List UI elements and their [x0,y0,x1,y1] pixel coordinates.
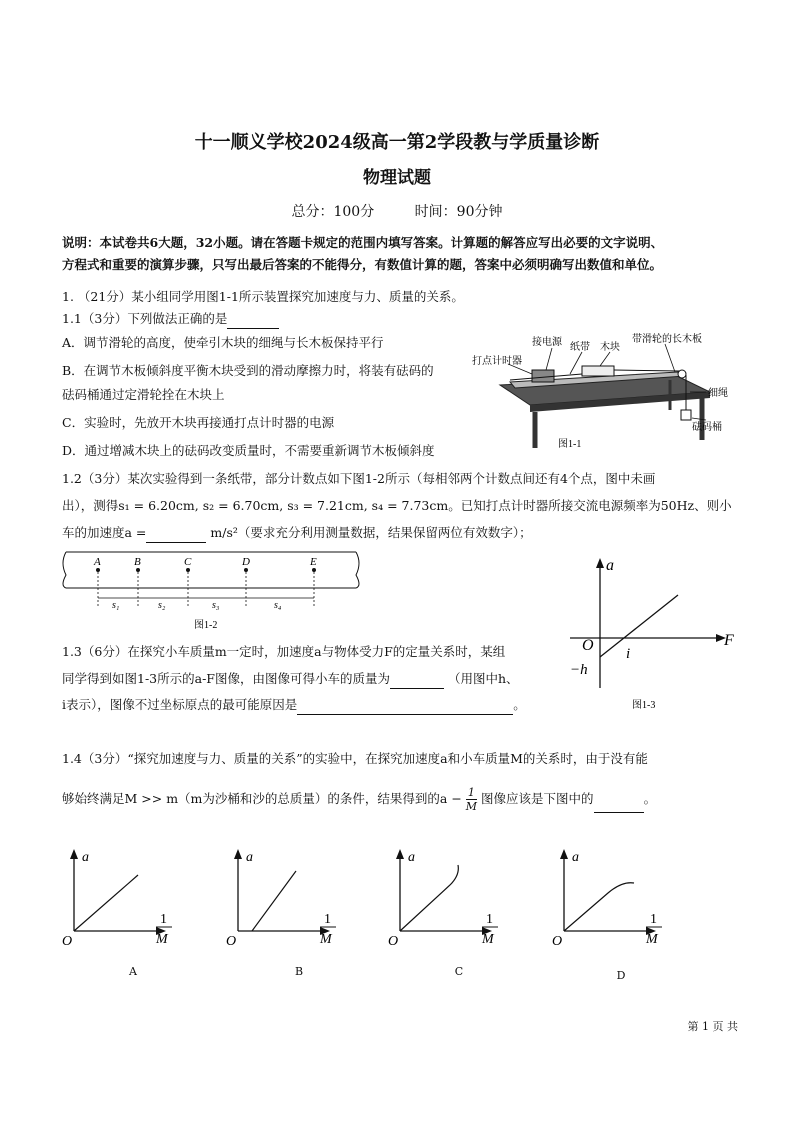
choice-graph-c[interactable] [386,845,516,955]
q1-1-stem [62,309,279,329]
q1-3-mass-blank[interactable] [390,674,444,689]
svg-text:1: 1 [160,912,167,927]
string-horizontal [614,370,680,371]
segment-s2: s₂ [158,600,166,611]
q1-1-text: 1.1（3分）下列做法正确的是 [62,311,228,326]
q1-3-line-3 [62,695,526,715]
q1-4-line-2 [62,786,656,813]
choice-graph-a[interactable] [60,845,190,955]
wood-block [582,366,614,376]
svg-text:1: 1 [650,912,657,927]
svg-text:1: 1 [324,912,331,927]
label-power: 接电源 [532,337,562,348]
svg-text:a: a [572,850,579,865]
segment-s1: s₁ [112,600,120,611]
tape-label-d: D [242,556,250,568]
svg-text:O: O [388,934,399,949]
choice-graph-d[interactable] [550,845,680,955]
choice-label-d: D [616,969,626,982]
svg-text:M: M [320,932,332,947]
svg-text:M: M [156,932,168,947]
weight-bucket [681,410,691,420]
segment-s4: s₄ [274,600,282,611]
q1-1-answer-blank[interactable] [227,314,279,329]
q1-4-fraction: $\frac{1}{M}$ [465,786,478,813]
q1-4-line-2c: 。 [643,791,657,806]
q1-1-option-a: A．调节滑轮的高度，使牵引木块的细绳与长木板保持平行 [62,335,384,350]
q1-4-answer-blank[interactable] [594,798,644,813]
choice-c-curve [400,865,458,931]
choice-b-line [252,871,296,931]
figure-1-3-caption: 图1-3 [632,700,656,711]
q1-4-line-1: 1.4（3分）“探究加速度与力、质量的关系”的实验中，在探究加速度a和小车质量M的关系时，由于没有能 [62,751,648,766]
exam-meta [0,201,794,221]
q1-3-line-1: 1.3（6分）在探究小车质量m一定时，加速度a与物体受力F的定量关系时，某组 [62,644,506,659]
choice-d-curve [564,883,634,931]
label-tape: 纸带 [570,342,590,353]
q1-4-line-2a: 够始终满足M >> m（m为沙桶和沙的总质量）的条件，结果得到的a − [62,791,462,806]
choice-a-line [74,875,138,931]
label-rope: 细绳 [708,388,728,399]
q1-stem: 1. （21分）某小组同学用图1-1所示装置探究加速度与力、质量的关系。 [62,289,464,304]
exam-title: 十一顺义学校2024级高一第2学段教与学质量诊断 [194,132,600,153]
figure-1-1-caption: 图1-1 [558,439,582,450]
tape-label-e: E [310,556,317,568]
q1-2-answer-blank[interactable] [146,528,206,543]
q1-1-option-b-line1: B．在调节木板倾斜度平衡木块受到的滑动摩擦力时，将装有砝码的 [62,363,434,378]
q1-1-option-c: C．实验时，先放开木块再接通打点计时器的电源 [62,415,335,430]
figure-1-3 [568,550,748,720]
choice-label-b: B [294,965,304,978]
tape-dot-a [96,568,100,572]
q1-3-line-2b: （用图中h、 [447,671,519,686]
fig13-origin: O [582,637,594,654]
tape-dot-e [312,568,316,572]
choice-graphs [60,845,720,985]
q1-3-reason-blank[interactable] [297,700,513,715]
svg-text:O: O [62,934,73,949]
fig13-axis-y-label: a [606,557,614,574]
svg-text:a: a [408,850,415,865]
instructions-line-1: 说明：本试卷共6大题，32小题。请在答题卡规定的范围内填写答案。计算题的解答应写出必要的文字说明、 [62,235,664,250]
page-footer: 第 1 页 共 [687,1020,738,1033]
label-bucket: 砝码桶 [692,422,722,433]
q1-3-line-2 [62,669,519,689]
total-score: 总分：100分 [291,204,375,220]
q1-2-line-1: 1.2（3分）某次实验得到一条纸带，部分计数点如下图1-2所示（每相邻两个计数点间还有4个点，图中未画 [62,471,656,486]
segment-s3: s₃ [212,600,220,611]
tape-label-b: B [134,556,141,568]
label-block: 木块 [600,342,620,353]
q1-2-line-3 [62,523,532,543]
q1-2-line-3b: m/s²（要求充分利用测量数据，结果保留两位有效数字）； [210,525,532,540]
svg-text:a: a [246,850,253,865]
svg-text:O: O [226,934,237,949]
timer-device [532,370,554,382]
q1-1-option-b-line2: 砝码桶通过定滑轮拴在木块上 [62,387,225,402]
label-timer: 打点计时器 [472,356,522,367]
q1-3-line-3b: 。 [513,697,526,712]
svg-text:M: M [482,932,494,947]
fig13-intercept-h: −h [570,662,588,678]
svg-text:a: a [82,850,89,865]
q1-3-line-3a: i表示），图像不过坐标原点的最可能原因是 [62,697,298,712]
choice-label-c: C [454,965,464,978]
q1-1-option-d: D．通过增减木块上的砝码改变质量时，不需要重新调节木板倾斜度 [62,443,435,458]
tape-label-a: A [94,556,101,568]
svg-text:O: O [552,934,563,949]
exam-time: 时间：90分钟 [414,204,503,220]
q1-2-line-2: 出），测得s₁ = 6.20cm, s₂ = 6.70cm, s₃ = 7.21cm, s₄ = 7.73cm。已知打点计时器所接交流电源频率为50Hz、则小 [62,498,732,513]
choice-graph-b[interactable] [224,845,354,955]
tape-dot-d [244,568,248,572]
q1-4-line-2b: 图像应该是下图中的 [481,791,594,806]
svg-text:M: M [646,932,658,947]
exam-subtitle: 物理试题 [363,168,431,188]
tape-dot-b [136,568,140,572]
tape-points [93,556,317,572]
graph-line [600,595,678,657]
figure-1-2 [58,548,368,633]
label-board: 带滑轮的长木板 [632,334,702,345]
q1-3-line-2a: 同学得到如图1-3所示的a-F图像，由图像可得小车的质量为 [62,671,390,686]
tape-label-c: C [184,556,192,568]
choice-label-a: A [129,965,137,978]
svg-text:1: 1 [486,912,493,927]
tape-dot-c [186,568,190,572]
q1-2-line-3a: 车的加速度a = [62,525,147,540]
fig13-axis-x-label: F [724,632,734,649]
fig13-intercept-i: i [626,646,631,662]
figure-1-2-caption: 图1-2 [194,620,218,631]
figure-1-1 [470,330,730,455]
instructions-line-2: 方程式和重要的演算步骤，只写出最后答案的不能得分，有数值计算的题，答案中必须明确写出数值和单位。 [62,257,663,272]
